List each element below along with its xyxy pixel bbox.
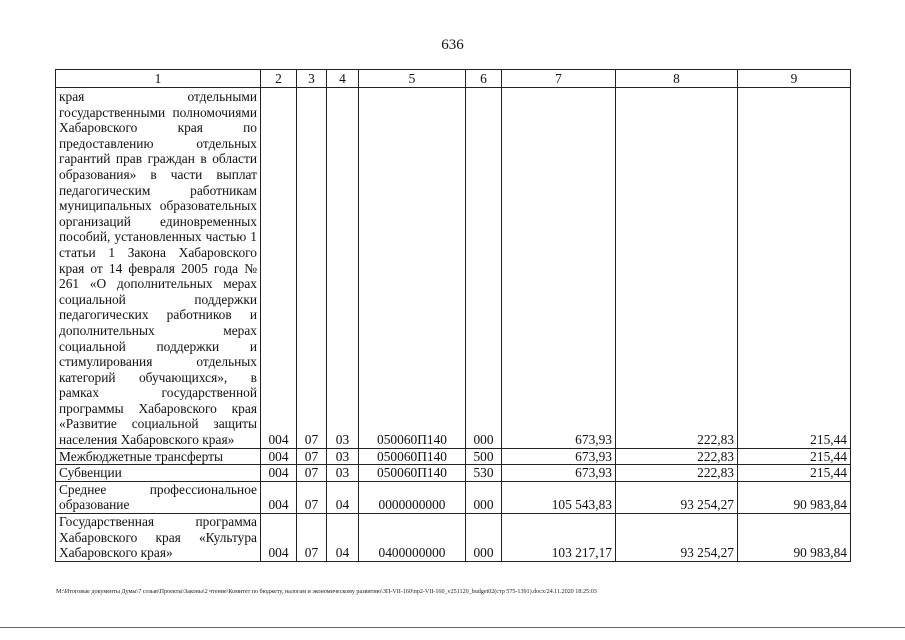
- row-name: края отдельными государственными полномочиями Хабаровского края по предоставлению отдельных гарантий прав граждан в области образования» в части выплат педагогическим работникам муниципальных образовательных организаций единовременных пособий, установленных частью 1 статьи 1 Закона Хабаровского края от 14 февраля 2005 года № 261 «О дополнительных мерах социальной поддержки педагогических работников и дополнительных мерах социальной поддержки и стимулирования отдельных категорий обучающихся», в рамках государственной программы Хабаровского края «Развитие социальной защиты населения Хабаровского края»: [56, 88, 261, 449]
- cell-ministry: 004: [261, 448, 297, 465]
- cell-amount-2: 222,83: [616, 88, 738, 449]
- table-row: [56, 448, 851, 465]
- cell-section: 07: [297, 448, 327, 465]
- cell-amount-2: 222,83: [616, 465, 738, 482]
- row-name: Межбюджетные трансферты: [56, 448, 261, 465]
- cell-section: 07: [297, 481, 327, 513]
- cell-amount-3: 215,44: [738, 88, 851, 449]
- cell-amount-1: 673,93: [502, 465, 616, 482]
- header-cell: 8: [616, 70, 738, 88]
- header-cell: 7: [502, 70, 616, 88]
- row-name: Субвенции: [56, 465, 261, 482]
- cell-amount-1: 673,93: [502, 88, 616, 449]
- cell-target-article: 0000000000: [359, 481, 466, 513]
- header-cell: 9: [738, 70, 851, 88]
- page-number: 636: [441, 37, 464, 53]
- cell-ministry: 004: [261, 465, 297, 482]
- cell-expense-type: 000: [466, 481, 502, 513]
- header-cell: 1: [56, 70, 261, 88]
- header-cell: 2: [261, 70, 297, 88]
- cell-target-article: 050060П140: [359, 88, 466, 449]
- cell-ministry: 004: [261, 514, 297, 562]
- header-cell: 5: [359, 70, 466, 88]
- budget-table: [55, 69, 851, 562]
- cell-section: 07: [297, 88, 327, 449]
- header-cell: 3: [297, 70, 327, 88]
- row-name: Среднее профессиональное образование: [56, 481, 261, 513]
- row-name: Государственная программа Хабаровского края «Культура Хабаровского края»: [56, 514, 261, 562]
- cell-subsection: 03: [327, 88, 359, 449]
- cell-amount-2: 222,83: [616, 448, 738, 465]
- cell-subsection: 04: [327, 481, 359, 513]
- cell-target-article: 050060П140: [359, 448, 466, 465]
- cell-ministry: 004: [261, 481, 297, 513]
- cell-expense-type: 500: [466, 448, 502, 465]
- header-cell: 6: [466, 70, 502, 88]
- cell-section: 07: [297, 465, 327, 482]
- cell-target-article: 050060П140: [359, 465, 466, 482]
- file-path-footer: M:\Итоговые документы Думы\7 созыв\Проекты\Законы\2 чтение\Комитет по бюджету, налогам и экономическому развитию\ЗП-VII-160\пр2-VII-160_v251120_budget02(стр 575-1391).docx/24.11.2020 18:25:03: [56, 588, 597, 595]
- cell-amount-3: 90 983,84: [738, 514, 851, 562]
- cell-amount-1: 105 543,83: [502, 481, 616, 513]
- header-cell: 4: [327, 70, 359, 88]
- bottom-rule: [0, 627, 905, 628]
- table-row: [56, 88, 851, 449]
- cell-amount-2: 93 254,27: [616, 481, 738, 513]
- cell-expense-type: 000: [466, 514, 502, 562]
- cell-ministry: 004: [261, 88, 297, 449]
- cell-expense-type: 000: [466, 88, 502, 449]
- cell-subsection: 03: [327, 448, 359, 465]
- cell-amount-1: 103 217,17: [502, 514, 616, 562]
- cell-expense-type: 530: [466, 465, 502, 482]
- cell-section: 07: [297, 514, 327, 562]
- table-row: [56, 465, 851, 482]
- cell-amount-3: 215,44: [738, 448, 851, 465]
- header-row: [56, 70, 851, 88]
- cell-amount-3: 90 983,84: [738, 481, 851, 513]
- cell-target-article: 0400000000: [359, 514, 466, 562]
- cell-amount-2: 93 254,27: [616, 514, 738, 562]
- table-row: [56, 481, 851, 513]
- cell-subsection: 03: [327, 465, 359, 482]
- cell-amount-3: 215,44: [738, 465, 851, 482]
- table-row: [56, 514, 851, 562]
- cell-subsection: 04: [327, 514, 359, 562]
- cell-amount-1: 673,93: [502, 448, 616, 465]
